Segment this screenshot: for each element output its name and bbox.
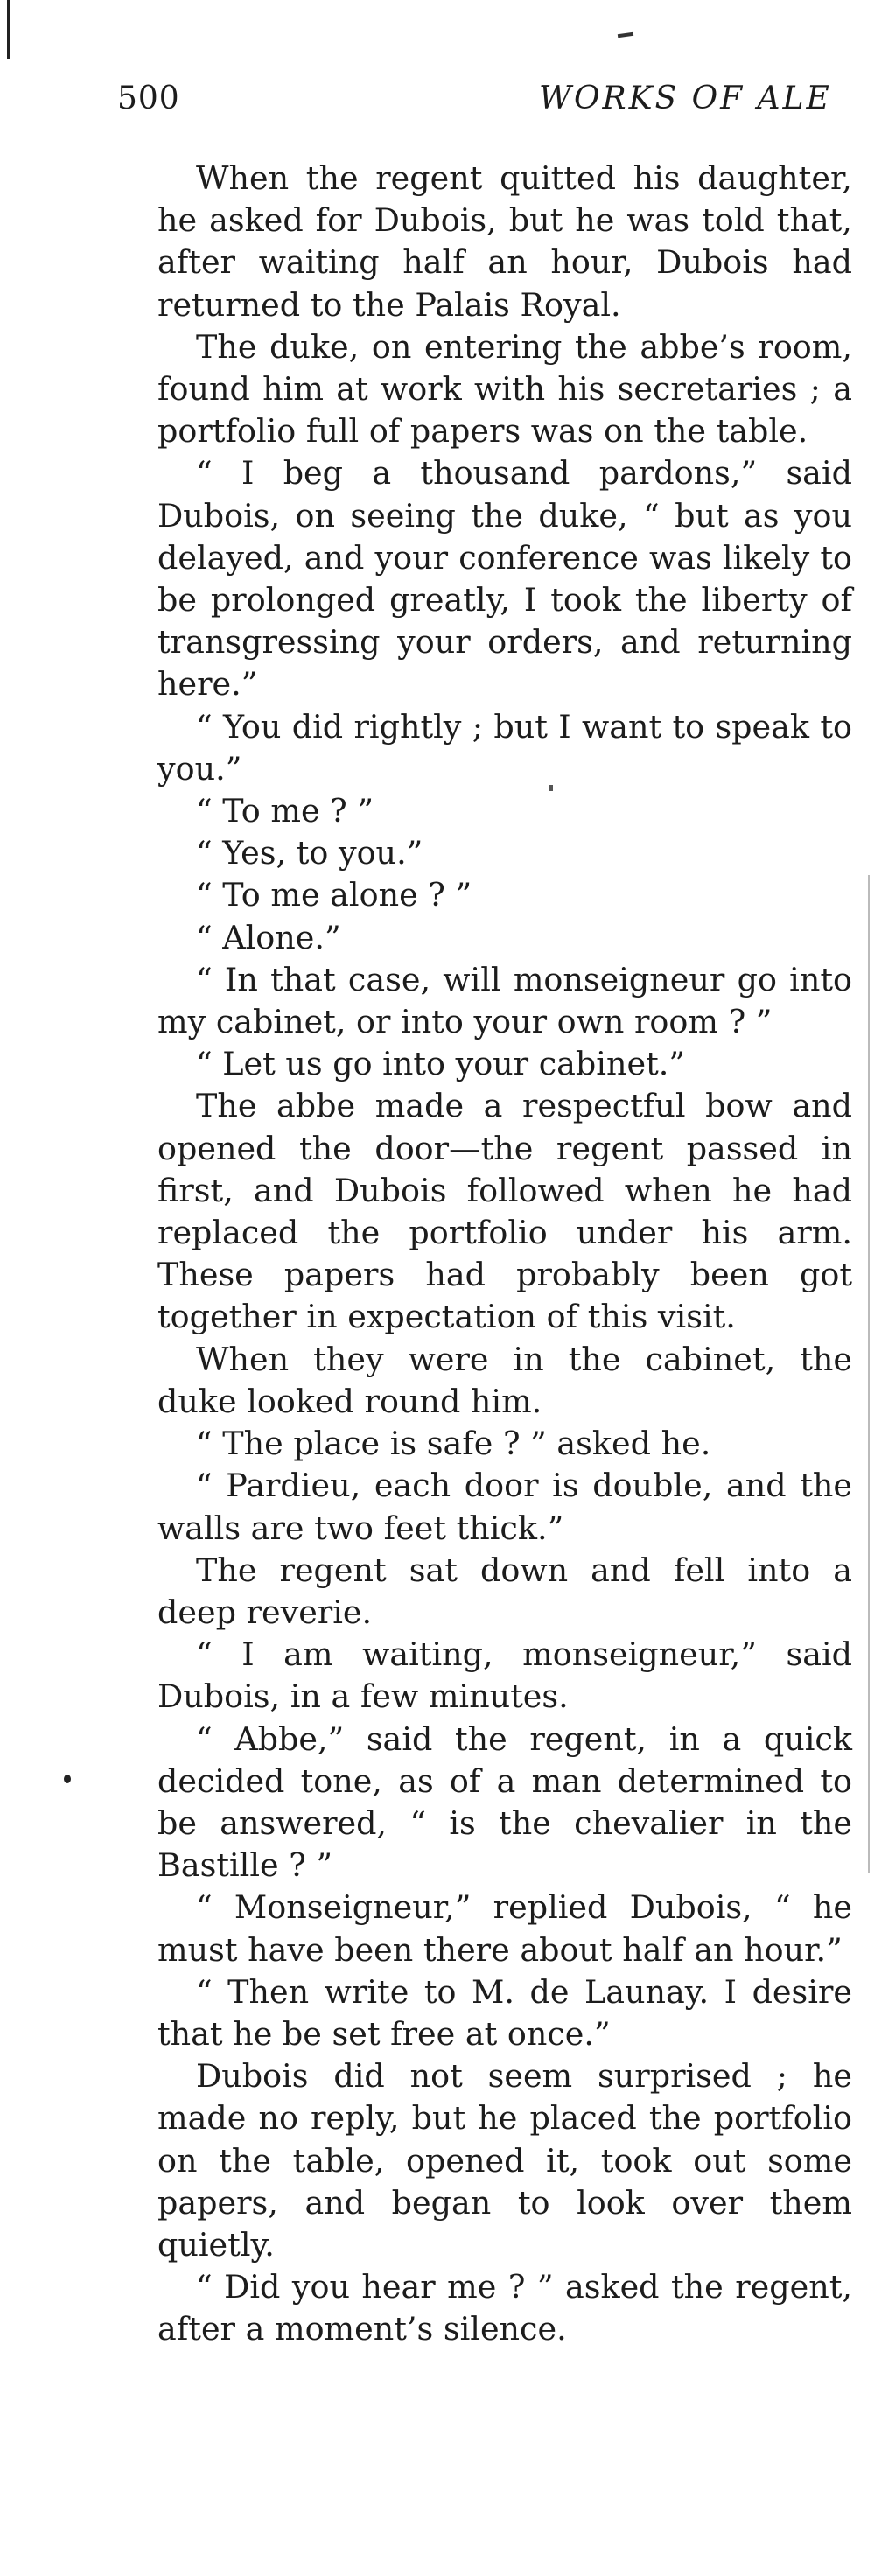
paragraph: Dubois did not seem surprised ; he made no reply, but he placed the portfolio on the table, opened it, took out some papers, and began to look over them quietly. <box>157 2057 852 2264</box>
paragraph: “ Yes, to you.” <box>196 834 423 872</box>
print-mark <box>618 32 633 38</box>
running-head: WORKS OF ALE <box>539 80 832 116</box>
paragraph: “ To me ? ” <box>196 792 374 830</box>
paragraph: When they were in the cabinet, the duke looked round him. <box>157 1340 852 1420</box>
paragraph: “ Alone.” <box>196 918 341 956</box>
paragraph: “ The place is safe ? ” asked he. <box>196 1424 711 1463</box>
page-header <box>117 80 874 124</box>
paragraph: “ I beg a thousand pardons,” said Dubois, on seeing the duke, “ but as you delayed, and your conference was likely to be prolonged greatly, I took the liberty of transgressing your orders, and returning here.” <box>157 454 852 704</box>
page-edge-line-right <box>868 875 870 1872</box>
paragraph: The abbe made a respectful bow and opened the door—the regent passed in first, and Dubois followed when he had replaced the portfolio under his arm. These papers had probably been got together in expectation of this visit. <box>157 1087 852 1336</box>
page-number: 500 <box>117 80 180 116</box>
body-text <box>157 158 852 2351</box>
paragraph: “ Did you hear me ? ” asked the regent, after a moment’s silence. <box>157 2268 852 2348</box>
paragraph: “ In that case, will monseigneur go into my cabinet, or into your own room ? ” <box>157 960 852 1041</box>
margin-dot <box>64 1774 71 1783</box>
paragraph: “ I am waiting, monseigneur,” said Dubois, in a few minutes. <box>157 1635 852 1716</box>
paragraph: The duke, on entering the abbe’s room, found him at work with his secretaries ; a portfolio full of papers was on the table. <box>157 327 852 451</box>
paragraph: “ Pardieu, each door is double, and the walls are two feet thick.” <box>157 1466 852 1547</box>
paragraph: “ Monseigneur,” replied Dubois, “ he must have been there about half an hour.” <box>157 1888 852 1969</box>
paragraph: “ Let us go into your cabinet.” <box>196 1045 686 1083</box>
paragraph: “ Abbe,” said the regent, in a quick decided tone, as of a man determined to be answered, “ is the chevalier in the Bastille ? ” <box>157 1719 852 1885</box>
page-edge-line <box>7 0 10 60</box>
paragraph: The regent sat down and fell into a deep reverie. <box>157 1550 852 1631</box>
paragraph: When the regent quitted his daughter, he asked for Dubois, but he was told that, after waiting half an hour, Dubois had returned to the Palais Royal. <box>157 159 852 324</box>
paragraph: “ Then write to M. de Launay. I desire that he be set free at once.” <box>157 1972 852 2053</box>
ink-speck <box>549 785 553 791</box>
paragraph: “ You did rightly ; but I want to speak to you.” <box>157 707 852 788</box>
paragraph: “ To me alone ? ” <box>196 876 472 914</box>
